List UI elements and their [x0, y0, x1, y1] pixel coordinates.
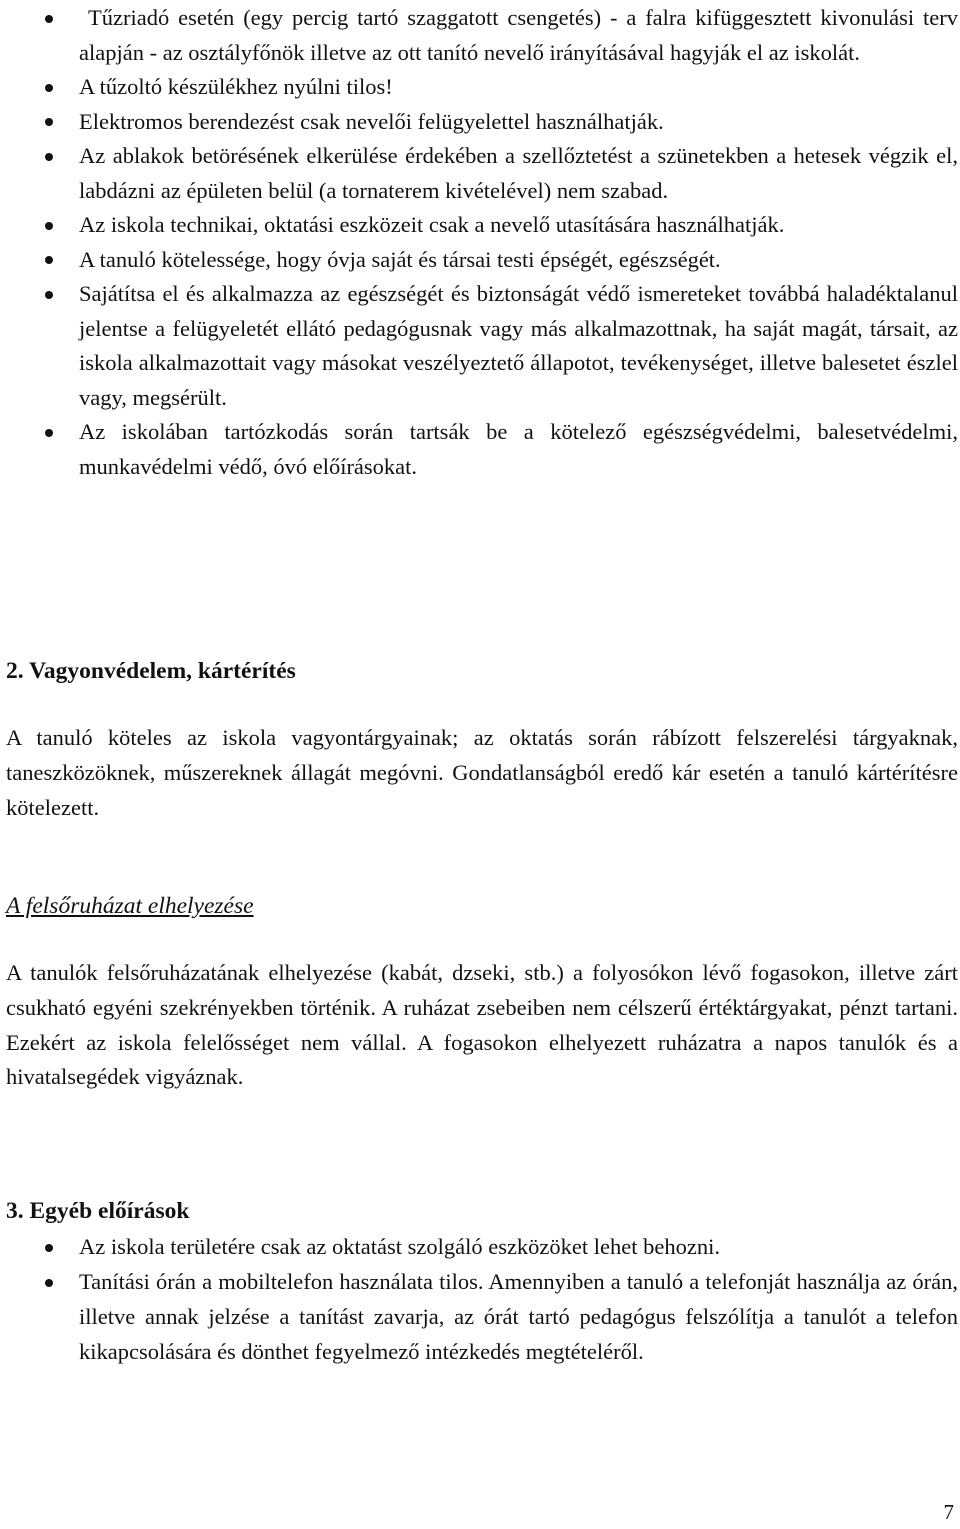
bullet-icon — [45, 429, 53, 437]
list-item: Tanítási órán a mobiltelefon használata tilos. Amennyiben a tanuló a telefonját használja az órán, illetve annak jelzése a tanítást zavarja, az órát tartó pedagógus felszólítja a tanulót a telefon kikapcsolására és dönthet fegyelmező intézkedés megtételéről. — [0, 1265, 960, 1369]
bullet-icon — [45, 1244, 53, 1252]
list-item: Elektromos berendezést csak nevelői felügyelettel használhatják. — [0, 105, 960, 140]
list-item: Tűzriadó esetén (egy percig tartó szaggatott csengetés) - a falra kifüggesztett kivonulási terv alapján - az osztályfőnök illetve az ott tanító nevelő irányításával hagyják el az iskolát. — [0, 1, 960, 70]
bullet-icon — [45, 1279, 53, 1287]
bullet-icon — [45, 222, 53, 230]
coats-paragraph: A tanulók felsőruházatának elhelyezése (kabát, dzseki, stb.) a folyosókon lévő fogasokon, illetve zárt csukható egyéni szekrényekben történik. A ruházat zsebeiben nem célszerű értéktárgyakat, pénzt tartani. Ezekért az iskola felelősséget nem vállal. A fogasokon elhelyezett ruházatra a napos tanulók és a hivatalsegédek vigyáznak. — [6, 960, 958, 1090]
list-item: A tanuló kötelessége, hogy óvja saját és társai testi épségét, egészségét. — [0, 243, 960, 278]
list-item: A tűzoltó készülékhez nyúlni tilos! — [0, 70, 960, 105]
page-number: 7 — [943, 1500, 954, 1524]
list-item: Sajátítsa el és alkalmazza az egészségét és biztonságát védő ismereteket továbbá haladéktalanul jelentse a felügyeletét ellátó pedagógusnak vagy más alkalmazottnak, ha saját magát, társait, az iskola alkalmazottait vagy másokat veszélyeztető állapotot, tevékenységet, illetve balesetet észlel vagy, megsérült. — [0, 277, 960, 415]
section-heading-coats: A felsőruházat elhelyezése — [6, 893, 254, 919]
list-item: Az iskola technikai, oktatási eszközeit csak a nevelő utasítására használhatják. — [0, 208, 960, 243]
list-item: Az ablakok betörésének elkerülése érdekében a szellőztetést a szünetekben a hetesek végzik el, labdázni az épületen belül (a tornaterem kivételével) nem szabad. — [0, 139, 960, 208]
section-heading-other-rules: 3. Egyéb előírások — [6, 1198, 190, 1224]
safety-rules-list — [0, 1, 960, 484]
section-heading-property-protection: 2. Vagyonvédelem, kártérítés — [6, 658, 296, 684]
bullet-icon — [45, 291, 53, 299]
bullet-icon — [45, 84, 53, 92]
list-item: Az iskola területére csak az oktatást szolgáló eszközöket lehet behozni. — [0, 1230, 960, 1265]
bullet-icon — [45, 118, 53, 126]
list-item: Az iskolában tartózkodás során tartsák be a kötelező egészségvédelmi, balesetvédelmi, munkavédelmi védő, óvó előírásokat. — [0, 415, 960, 484]
other-rules-list — [0, 1230, 960, 1370]
property-protection-paragraph: A tanuló köteles az iskola vagyontárgyainak; az oktatás során rábízott felszerelési tárgyaknak, taneszközöknek, műszereknek állagát megóvni. Gondatlanságból eredő kár esetén a tanuló kártérítésre kötelezett. — [6, 725, 958, 820]
bullet-icon — [45, 153, 53, 161]
bullet-icon — [45, 256, 53, 264]
bullet-icon — [45, 15, 53, 23]
